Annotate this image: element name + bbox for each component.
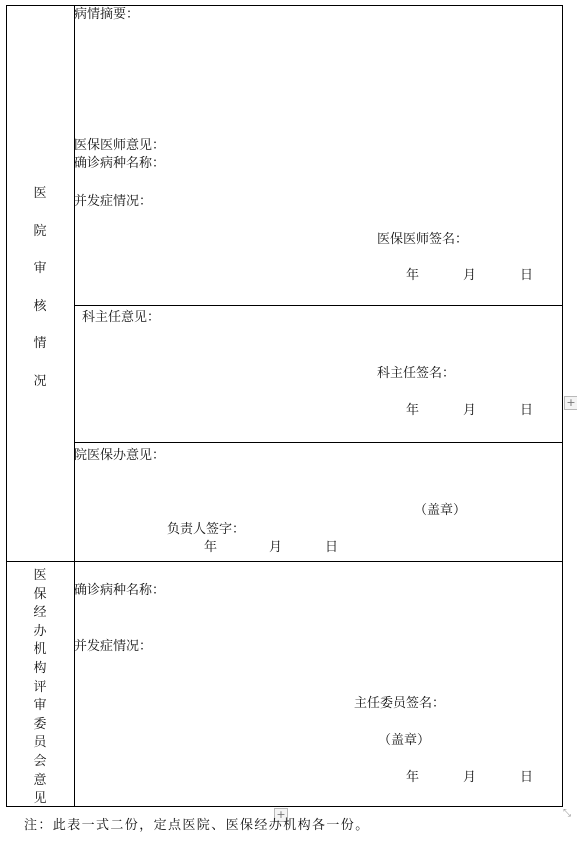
agency-seal-label: （盖章） [378,733,431,748]
table-top-border [6,5,563,6]
table-bottom-border [6,806,563,807]
agency-review-label: 医 保 经 办 机 构 评 审 委 员 会 意 见 [33,568,47,807]
complication-label: 并发症情况： [74,194,153,209]
doctor-opinion-label: 医保医师意见： [74,138,166,153]
diagnosis-label: 确诊病种名称： [74,156,166,171]
office-opinion-label: 院医保办意见： [74,448,166,463]
section-divider [6,561,563,562]
office-date-year: 年 [204,540,218,555]
agency-date-year: 年 [406,770,420,785]
director-date-month: 月 [463,403,477,418]
row-divider-director [74,442,563,443]
add-column-handle[interactable]: + [564,396,577,410]
office-seal-label: （盖章） [414,503,467,518]
agency-diagnosis-label: 确诊病种名称： [74,583,166,598]
director-opinion-label: 科主任意见： [82,310,161,325]
hospital-review-label: 医 院 审 核 情 况 [33,186,47,389]
summary-label: 病情摘要： [74,7,140,22]
director-date-day: 日 [520,403,534,418]
office-date-month: 月 [269,540,283,555]
director-sign-label: 科主任签名： [377,366,456,381]
chair-sign-label: 主任委员签名： [354,696,446,711]
agency-date-day: 日 [520,770,534,785]
doctor-date-day: 日 [520,268,534,283]
table-right-border [562,5,563,807]
row-divider-doctor [74,305,563,306]
agency-date-month: 月 [463,770,477,785]
add-row-handle[interactable]: + [274,808,288,822]
agency-complication-label: 并发症情况： [74,639,153,654]
table-resize-icon[interactable]: ⤡ [563,808,571,819]
responsible-sign-label: 负责人签字： [167,522,246,537]
director-date-year: 年 [406,403,420,418]
doctor-date-year: 年 [406,268,420,283]
label-column-divider [74,5,75,807]
office-date-day: 日 [325,540,339,555]
footnote: 注：此表一式二份，定点医院、医保经办机构各一份。 [24,818,370,833]
doctor-date-month: 月 [463,268,477,283]
doctor-sign-label: 医保医师签名： [377,232,469,247]
